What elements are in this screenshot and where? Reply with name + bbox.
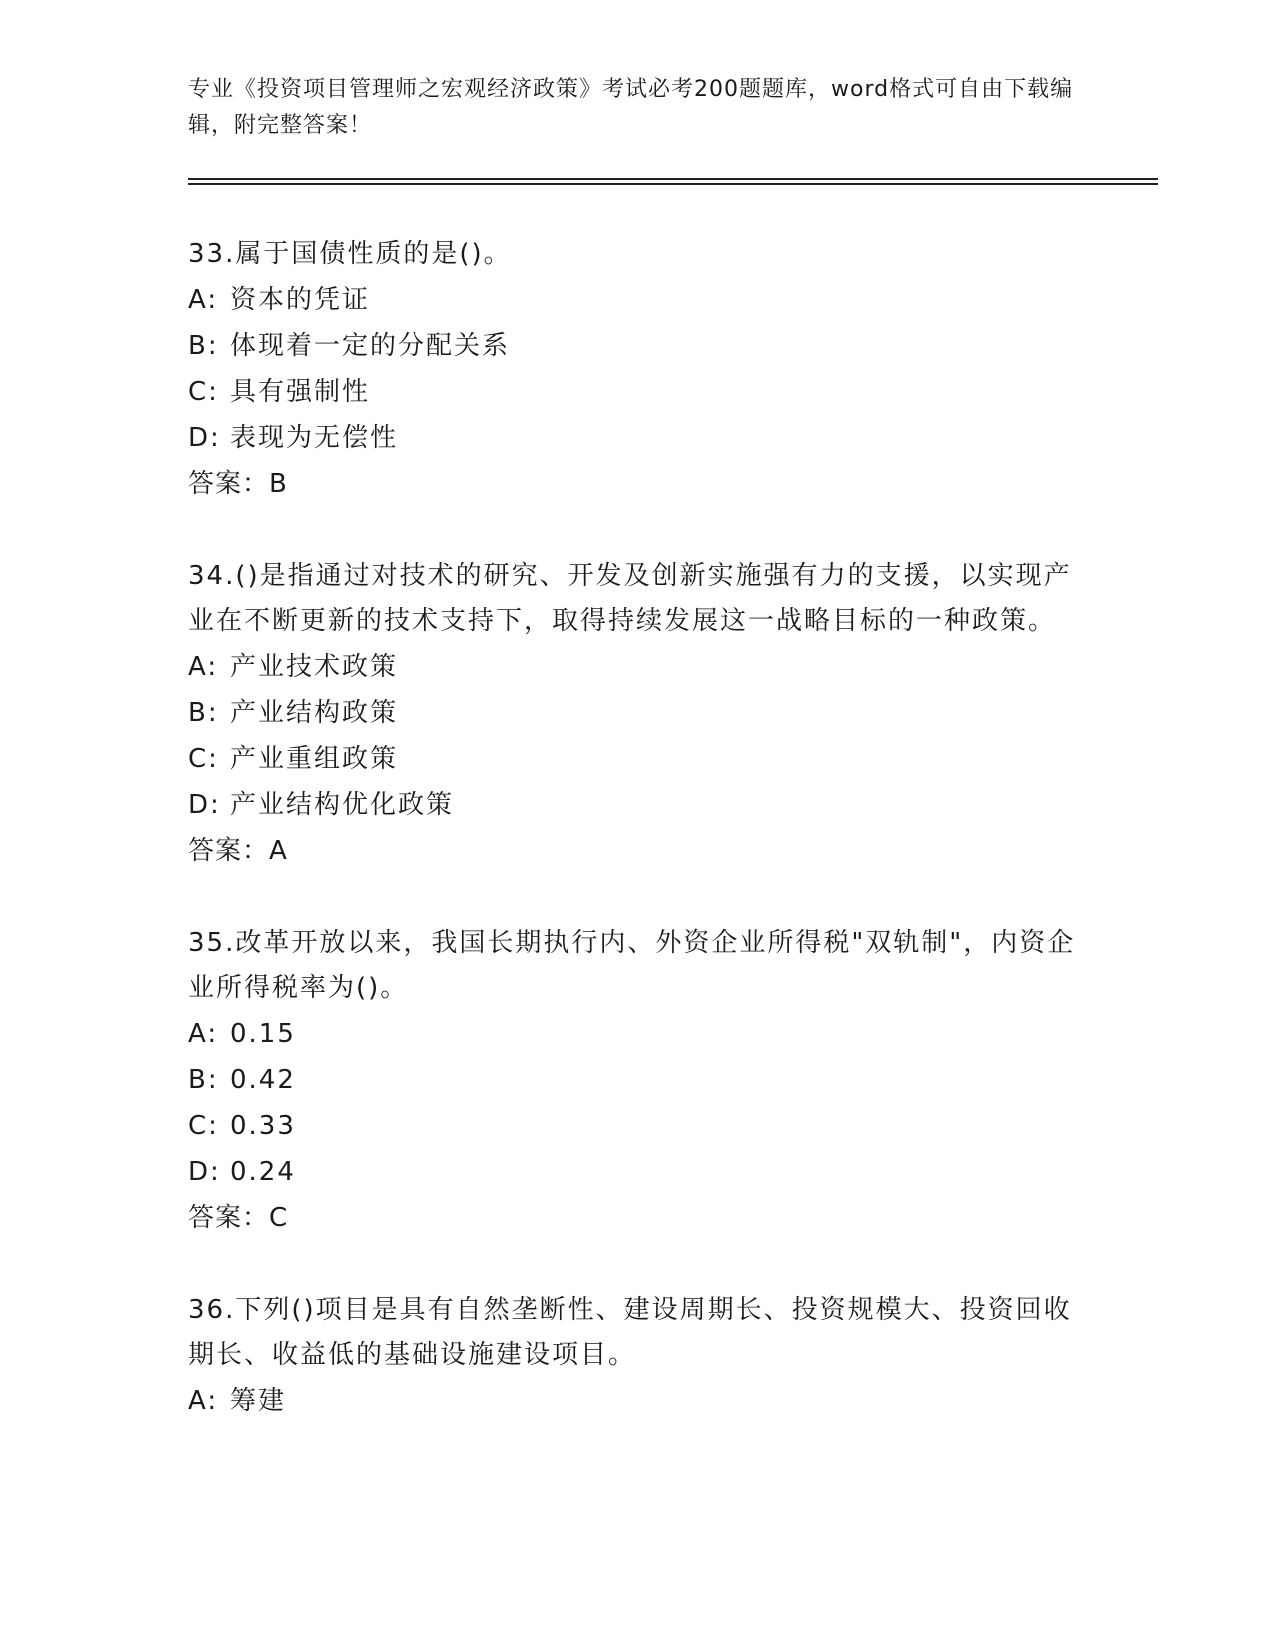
question-item xyxy=(188,1288,1088,1424)
option-text: 产业技术政策 xyxy=(230,652,399,682)
option-d xyxy=(188,782,1088,828)
option-letter: A: xyxy=(188,285,219,315)
option-letter: D: xyxy=(188,1157,221,1187)
option-text: 0.15 xyxy=(230,1019,296,1049)
option-a xyxy=(188,1378,1088,1424)
header-divider-bottom xyxy=(188,183,1158,185)
option-letter: C: xyxy=(188,744,219,774)
answer-line: 答案：A xyxy=(188,836,288,866)
question-stem: 33.属于国债性质的是()。 xyxy=(188,239,512,269)
option-text: 产业重组政策 xyxy=(230,744,399,774)
option-letter: A: xyxy=(188,1386,219,1416)
option-text: 筹建 xyxy=(230,1386,287,1416)
option-a xyxy=(188,644,1088,690)
option-c xyxy=(188,369,1088,415)
option-d xyxy=(188,1149,1088,1195)
option-c xyxy=(188,736,1088,782)
option-text: 产业结构优化政策 xyxy=(230,790,455,820)
option-letter: B: xyxy=(188,331,219,361)
answer-line: 答案：C xyxy=(188,1203,289,1233)
option-a xyxy=(188,1011,1088,1057)
option-b xyxy=(188,690,1088,736)
option-text: 0.42 xyxy=(230,1065,296,1095)
question-stem: 35.改革开放以来，我国长期执行内、外资企业所得税"双轨制"，内资企业所得税率为()。 xyxy=(188,928,1076,1003)
document-header: 专业《投资项目管理师之宏观经济政策》考试必考200题题库，word格式可自由下载编辑，附完整答案！ xyxy=(188,77,1074,138)
option-d xyxy=(188,415,1088,461)
option-b xyxy=(188,323,1088,369)
header-divider-top xyxy=(188,178,1158,180)
question-stem: 34.()是指通过对技术的研究、开发及创新实施强有力的支援，以实现产业在不断更新的技术支持下，取得持续发展这一战略目标的一种政策。 xyxy=(188,561,1072,636)
option-text: 0.24 xyxy=(230,1157,296,1187)
option-a xyxy=(188,277,1088,323)
option-text: 0.33 xyxy=(230,1111,296,1141)
option-letter: D: xyxy=(188,790,221,820)
question-item xyxy=(188,232,1088,507)
option-text: 体现着一定的分配关系 xyxy=(230,331,511,361)
option-letter: A: xyxy=(188,652,219,682)
option-letter: B: xyxy=(188,698,219,728)
option-letter: C: xyxy=(188,377,219,407)
question-item xyxy=(188,921,1088,1241)
question-item xyxy=(188,554,1088,874)
option-letter: B: xyxy=(188,1065,219,1095)
option-b xyxy=(188,1057,1088,1103)
option-text: 资本的凭证 xyxy=(230,285,371,315)
option-letter: A: xyxy=(188,1019,219,1049)
option-text: 产业结构政策 xyxy=(230,698,399,728)
answer-line: 答案：B xyxy=(188,469,288,499)
question-list xyxy=(188,232,1088,1471)
option-c xyxy=(188,1103,1088,1149)
option-letter: C: xyxy=(188,1111,219,1141)
question-stem: 36.下列()项目是具有自然垄断性、建设周期长、投资规模大、投资回收期长、收益低的基础设施建设项目。 xyxy=(188,1295,1072,1370)
option-text: 具有强制性 xyxy=(230,377,371,407)
option-text: 表现为无偿性 xyxy=(230,423,399,453)
option-letter: D: xyxy=(188,423,221,453)
